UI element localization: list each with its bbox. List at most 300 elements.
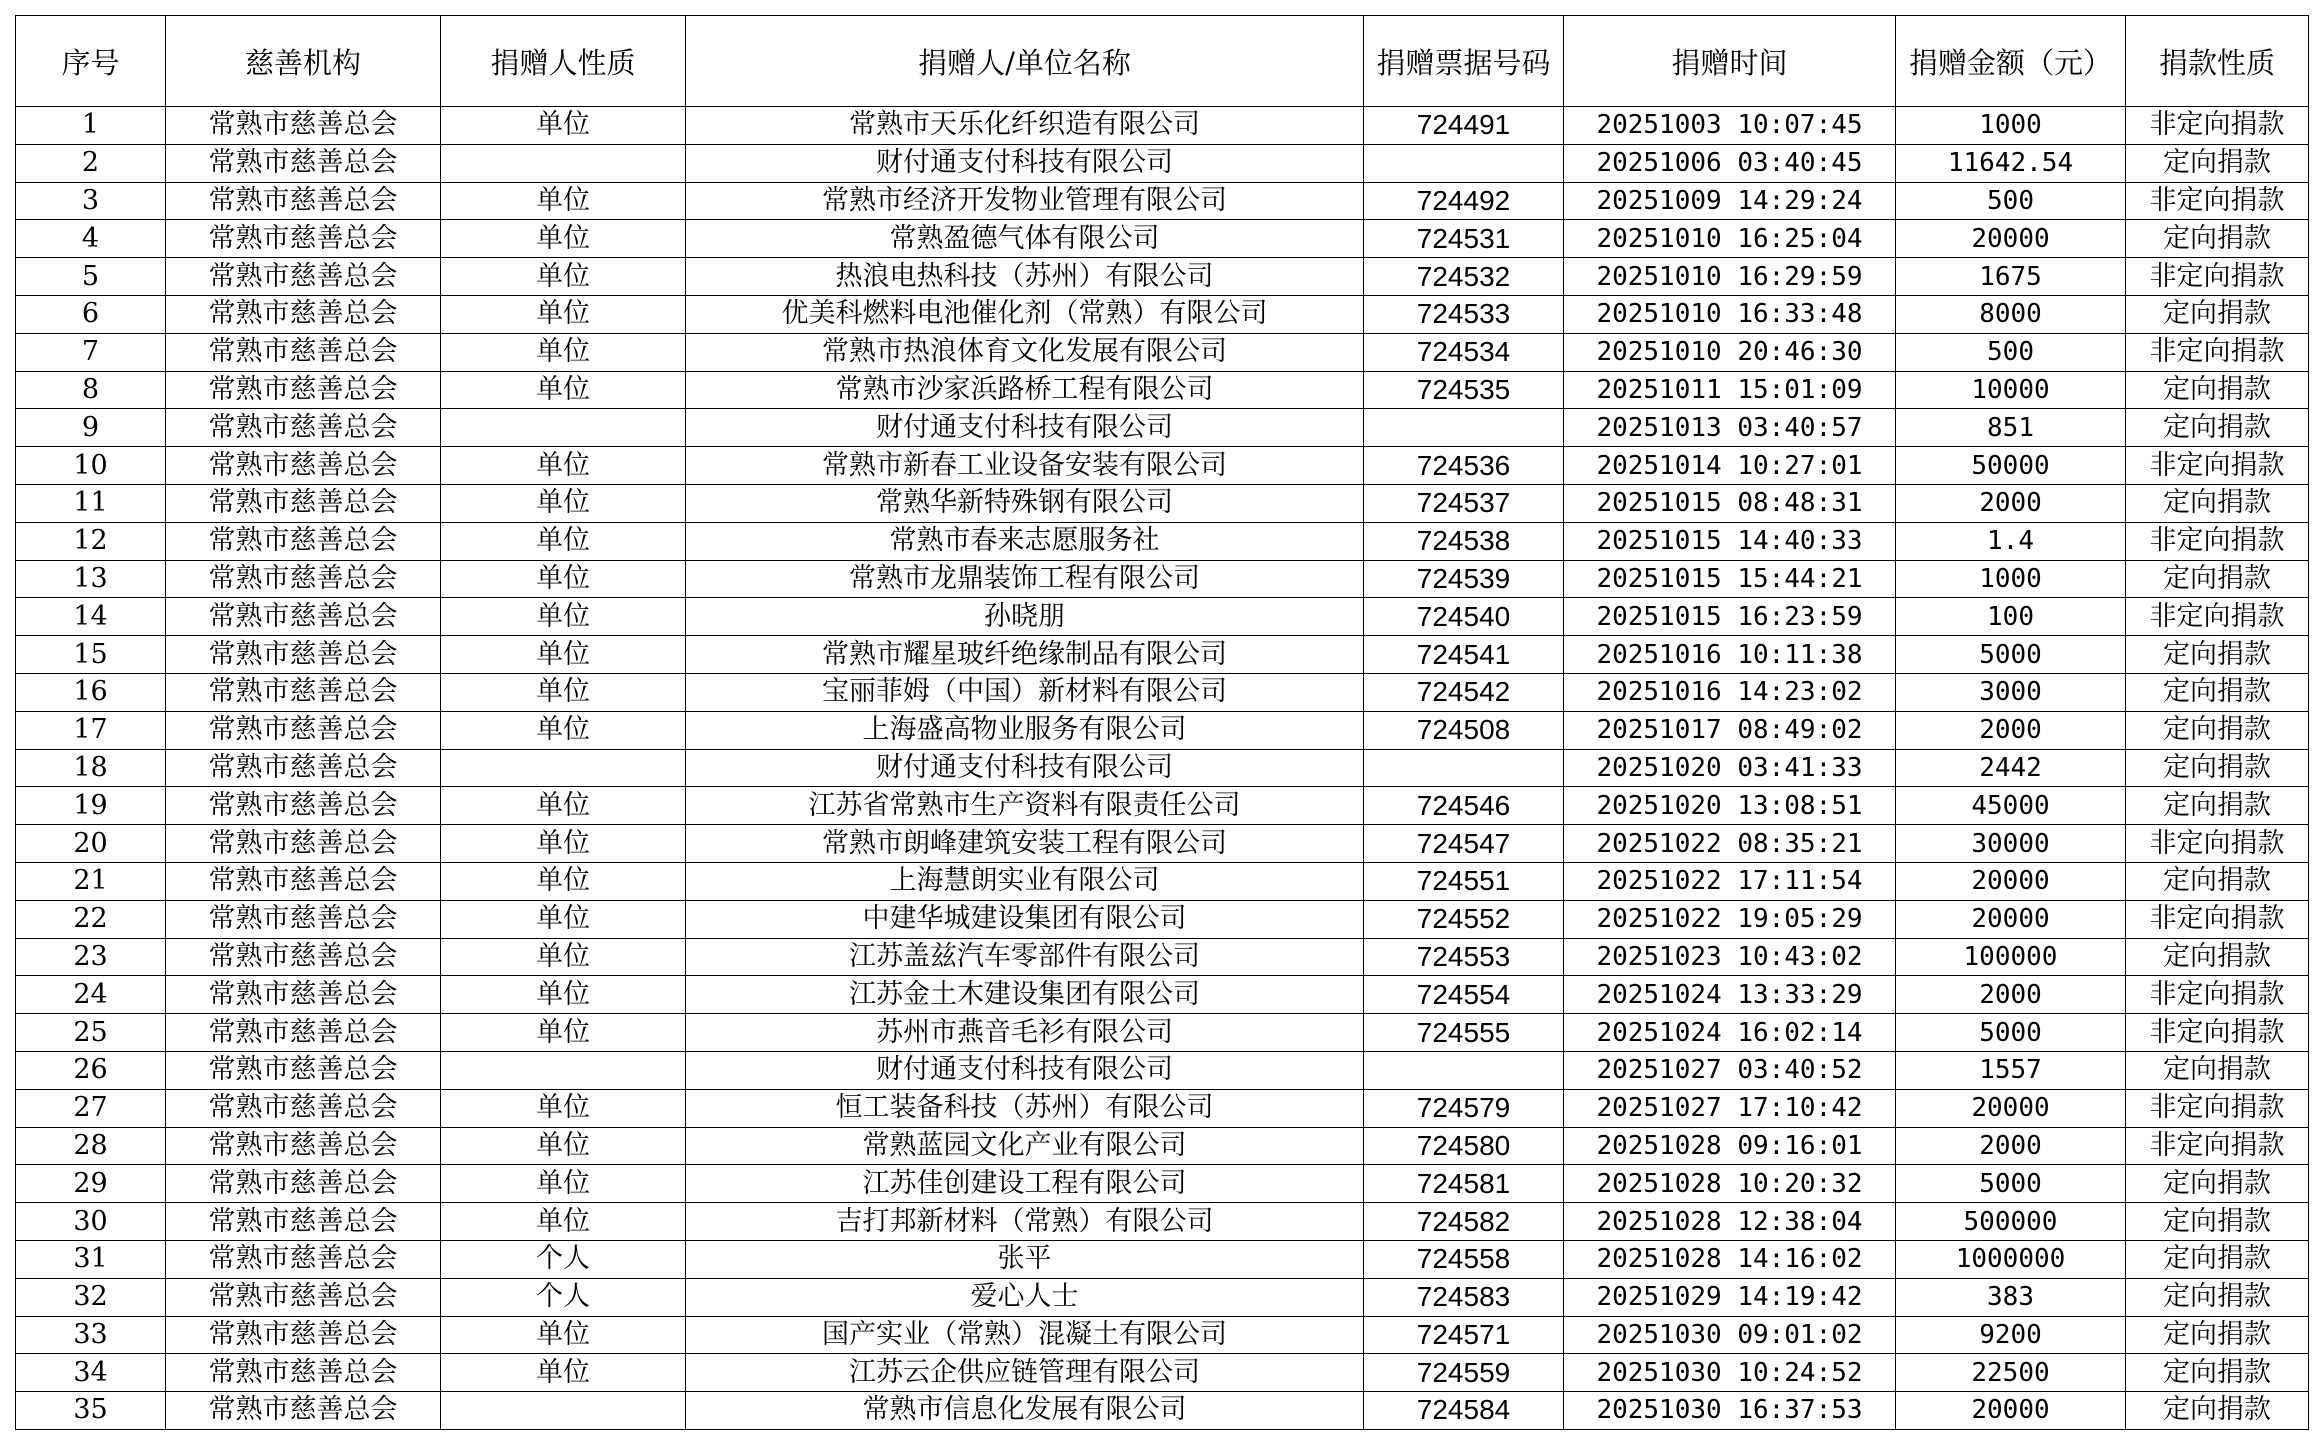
table-row — [16, 976, 2309, 1014]
cell-org: 常熟市慈善总会 — [166, 107, 441, 145]
cell-org: 常熟市慈善总会 — [166, 1240, 441, 1278]
table-row — [16, 1127, 2309, 1165]
cell-receipt-no: 724554 — [1364, 976, 1564, 1014]
cell-index: 27 — [16, 1089, 166, 1127]
cell-amount: 10000 — [1896, 371, 2126, 409]
cell-receipt-no: 724491 — [1364, 107, 1564, 145]
cell-receipt-no — [1364, 1051, 1564, 1089]
cell-index: 13 — [16, 560, 166, 598]
cell-donor-name: 江苏金土木建设集团有限公司 — [686, 976, 1364, 1014]
cell-amount: 2000 — [1896, 484, 2126, 522]
cell-donor-name: 财付通支付科技有限公司 — [686, 409, 1364, 447]
table-row — [16, 371, 2309, 409]
cell-amount: 3000 — [1896, 673, 2126, 711]
cell-time: 20251010 16:25:04 — [1564, 220, 1896, 258]
cell-nature: 定向捐款 — [2126, 144, 2309, 182]
cell-receipt-no: 724532 — [1364, 258, 1564, 296]
cell-donor-name: 中建华城建设集团有限公司 — [686, 900, 1364, 938]
header-receipt-no: 捐赠票据号码 — [1364, 16, 1564, 107]
cell-donor-name: 宝丽菲姆（中国）新材料有限公司 — [686, 673, 1364, 711]
cell-receipt-no: 724542 — [1364, 673, 1564, 711]
cell-org: 常熟市慈善总会 — [166, 1203, 441, 1241]
cell-time: 20251011 15:01:09 — [1564, 371, 1896, 409]
cell-org: 常熟市慈善总会 — [166, 182, 441, 220]
cell-amount: 30000 — [1896, 825, 2126, 863]
cell-donor-name: 财付通支付科技有限公司 — [686, 1051, 1364, 1089]
cell-nature: 定向捐款 — [2126, 938, 2309, 976]
cell-org: 常熟市慈善总会 — [166, 560, 441, 598]
cell-org: 常熟市慈善总会 — [166, 220, 441, 258]
header-row — [16, 16, 2309, 107]
cell-org: 常熟市慈善总会 — [166, 636, 441, 674]
cell-donor-type: 单位 — [441, 258, 686, 296]
cell-org: 常熟市慈善总会 — [166, 484, 441, 522]
cell-donor-type: 单位 — [441, 976, 686, 1014]
cell-donor-name: 常熟市耀星玻纤绝缘制品有限公司 — [686, 636, 1364, 674]
cell-time: 20251024 16:02:14 — [1564, 1014, 1896, 1052]
cell-donor-type — [441, 1392, 686, 1430]
cell-receipt-no: 724584 — [1364, 1392, 1564, 1430]
cell-time: 20251024 13:33:29 — [1564, 976, 1896, 1014]
cell-receipt-no: 724546 — [1364, 787, 1564, 825]
cell-index: 14 — [16, 598, 166, 636]
header-index: 序号 — [16, 16, 166, 107]
cell-amount: 1675 — [1896, 258, 2126, 296]
cell-org: 常熟市慈善总会 — [166, 1316, 441, 1354]
cell-amount: 20000 — [1896, 1392, 2126, 1430]
cell-index: 2 — [16, 144, 166, 182]
cell-donor-type: 单位 — [441, 938, 686, 976]
cell-receipt-no: 724534 — [1364, 333, 1564, 371]
cell-donor-name: 常熟市龙鼎装饰工程有限公司 — [686, 560, 1364, 598]
cell-nature: 定向捐款 — [2126, 1051, 2309, 1089]
cell-receipt-no: 724552 — [1364, 900, 1564, 938]
cell-amount: 9200 — [1896, 1316, 2126, 1354]
cell-index: 19 — [16, 787, 166, 825]
cell-time: 20251003 10:07:45 — [1564, 107, 1896, 145]
cell-index: 8 — [16, 371, 166, 409]
cell-donor-type: 单位 — [441, 484, 686, 522]
cell-nature: 非定向捐款 — [2126, 258, 2309, 296]
cell-time: 20251010 16:29:59 — [1564, 258, 1896, 296]
cell-donor-name: 热浪电热科技（苏州）有限公司 — [686, 258, 1364, 296]
cell-index: 1 — [16, 107, 166, 145]
cell-receipt-no: 724533 — [1364, 295, 1564, 333]
table-row — [16, 673, 2309, 711]
cell-org: 常熟市慈善总会 — [166, 522, 441, 560]
table-row — [16, 711, 2309, 749]
cell-donor-name: 常熟市新春工业设备安装有限公司 — [686, 447, 1364, 485]
table-row — [16, 749, 2309, 787]
cell-receipt-no: 724579 — [1364, 1089, 1564, 1127]
table-row — [16, 1089, 2309, 1127]
cell-index: 32 — [16, 1278, 166, 1316]
cell-amount: 2000 — [1896, 711, 2126, 749]
cell-org: 常熟市慈善总会 — [166, 900, 441, 938]
cell-amount: 2000 — [1896, 1127, 2126, 1165]
table-row — [16, 1165, 2309, 1203]
cell-time: 20251022 17:11:54 — [1564, 862, 1896, 900]
cell-time: 20251027 03:40:52 — [1564, 1051, 1896, 1089]
cell-index: 9 — [16, 409, 166, 447]
cell-amount: 500000 — [1896, 1203, 2126, 1241]
cell-time: 20251014 10:27:01 — [1564, 447, 1896, 485]
cell-org: 常熟市慈善总会 — [166, 1127, 441, 1165]
cell-nature: 定向捐款 — [2126, 1165, 2309, 1203]
cell-donor-type: 单位 — [441, 522, 686, 560]
cell-receipt-no: 724540 — [1364, 598, 1564, 636]
cell-org: 常熟市慈善总会 — [166, 1014, 441, 1052]
cell-time: 20251015 14:40:33 — [1564, 522, 1896, 560]
cell-donor-type: 单位 — [441, 1127, 686, 1165]
cell-amount: 20000 — [1896, 1089, 2126, 1127]
cell-amount: 500 — [1896, 333, 2126, 371]
cell-receipt-no — [1364, 749, 1564, 787]
cell-amount: 383 — [1896, 1278, 2126, 1316]
cell-time: 20251010 16:33:48 — [1564, 295, 1896, 333]
table-row — [16, 295, 2309, 333]
cell-index: 28 — [16, 1127, 166, 1165]
cell-org: 常熟市慈善总会 — [166, 447, 441, 485]
cell-nature: 定向捐款 — [2126, 636, 2309, 674]
cell-time: 20251028 09:16:01 — [1564, 1127, 1896, 1165]
cell-nature: 定向捐款 — [2126, 1392, 2309, 1430]
cell-donor-type: 单位 — [441, 1014, 686, 1052]
cell-org: 常熟市慈善总会 — [166, 787, 441, 825]
cell-amount: 2442 — [1896, 749, 2126, 787]
cell-org: 常熟市慈善总会 — [166, 862, 441, 900]
cell-time: 20251022 08:35:21 — [1564, 825, 1896, 863]
table-row — [16, 484, 2309, 522]
cell-nature: 定向捐款 — [2126, 1354, 2309, 1392]
cell-org: 常熟市慈善总会 — [166, 258, 441, 296]
cell-nature: 非定向捐款 — [2126, 522, 2309, 560]
cell-donor-type: 单位 — [441, 107, 686, 145]
cell-amount: 100000 — [1896, 938, 2126, 976]
cell-donor-name: 常熟市朗峰建筑安装工程有限公司 — [686, 825, 1364, 863]
header-nature: 捐款性质 — [2126, 16, 2309, 107]
table-row — [16, 1051, 2309, 1089]
cell-nature: 定向捐款 — [2126, 295, 2309, 333]
cell-donor-type: 单位 — [441, 182, 686, 220]
cell-donor-type: 单位 — [441, 1316, 686, 1354]
cell-index: 15 — [16, 636, 166, 674]
cell-time: 20251015 08:48:31 — [1564, 484, 1896, 522]
cell-nature: 定向捐款 — [2126, 673, 2309, 711]
cell-donor-name: 吉打邦新材料（常熟）有限公司 — [686, 1203, 1364, 1241]
cell-donor-name: 常熟华新特殊钢有限公司 — [686, 484, 1364, 522]
cell-receipt-no: 724536 — [1364, 447, 1564, 485]
cell-donor-type: 单位 — [441, 711, 686, 749]
cell-amount: 11642.54 — [1896, 144, 2126, 182]
cell-donor-name: 财付通支付科技有限公司 — [686, 144, 1364, 182]
cell-receipt-no: 724537 — [1364, 484, 1564, 522]
cell-nature: 非定向捐款 — [2126, 1089, 2309, 1127]
cell-donor-name: 江苏云企供应链管理有限公司 — [686, 1354, 1364, 1392]
cell-time: 20251027 17:10:42 — [1564, 1089, 1896, 1127]
cell-donor-name: 苏州市燕音毛衫有限公司 — [686, 1014, 1364, 1052]
cell-amount: 8000 — [1896, 295, 2126, 333]
cell-org: 常熟市慈善总会 — [166, 371, 441, 409]
cell-time: 20251029 14:19:42 — [1564, 1278, 1896, 1316]
cell-receipt-no — [1364, 409, 1564, 447]
cell-nature: 定向捐款 — [2126, 220, 2309, 258]
table-row — [16, 144, 2309, 182]
table-row — [16, 522, 2309, 560]
cell-time: 20251016 14:23:02 — [1564, 673, 1896, 711]
table-row — [16, 409, 2309, 447]
cell-index: 30 — [16, 1203, 166, 1241]
cell-donor-type: 单位 — [441, 447, 686, 485]
cell-amount: 20000 — [1896, 900, 2126, 938]
cell-index: 26 — [16, 1051, 166, 1089]
cell-index: 33 — [16, 1316, 166, 1354]
cell-amount: 5000 — [1896, 1165, 2126, 1203]
cell-index: 20 — [16, 825, 166, 863]
cell-nature: 非定向捐款 — [2126, 1014, 2309, 1052]
cell-donor-name: 国产实业（常熟）混凝土有限公司 — [686, 1316, 1364, 1354]
table-row — [16, 862, 2309, 900]
cell-time: 20251006 03:40:45 — [1564, 144, 1896, 182]
cell-donor-type: 单位 — [441, 1354, 686, 1392]
cell-time: 20251009 14:29:24 — [1564, 182, 1896, 220]
cell-nature: 非定向捐款 — [2126, 1127, 2309, 1165]
cell-receipt-no: 724492 — [1364, 182, 1564, 220]
cell-donor-name: 常熟盈德气体有限公司 — [686, 220, 1364, 258]
cell-org: 常熟市慈善总会 — [166, 1089, 441, 1127]
cell-time: 20251020 03:41:33 — [1564, 749, 1896, 787]
header-time: 捐赠时间 — [1564, 16, 1896, 107]
cell-nature: 定向捐款 — [2126, 1203, 2309, 1241]
table-row — [16, 1240, 2309, 1278]
cell-amount: 851 — [1896, 409, 2126, 447]
header-org: 慈善机构 — [166, 16, 441, 107]
cell-org: 常熟市慈善总会 — [166, 1051, 441, 1089]
cell-nature: 定向捐款 — [2126, 371, 2309, 409]
table-row — [16, 1203, 2309, 1241]
cell-nature: 定向捐款 — [2126, 1240, 2309, 1278]
cell-receipt-no: 724535 — [1364, 371, 1564, 409]
cell-donor-type — [441, 1051, 686, 1089]
cell-donor-type: 单位 — [441, 673, 686, 711]
cell-donor-name: 常熟市沙家浜路桥工程有限公司 — [686, 371, 1364, 409]
cell-index: 35 — [16, 1392, 166, 1430]
cell-nature: 定向捐款 — [2126, 1316, 2309, 1354]
cell-donor-type — [441, 144, 686, 182]
cell-amount: 20000 — [1896, 220, 2126, 258]
cell-org: 常熟市慈善总会 — [166, 976, 441, 1014]
cell-donor-name: 爱心人士 — [686, 1278, 1364, 1316]
cell-nature: 定向捐款 — [2126, 749, 2309, 787]
cell-amount: 50000 — [1896, 447, 2126, 485]
cell-amount: 1.4 — [1896, 522, 2126, 560]
cell-time: 20251016 10:11:38 — [1564, 636, 1896, 674]
cell-donor-type: 单位 — [441, 1203, 686, 1241]
cell-nature: 定向捐款 — [2126, 484, 2309, 522]
cell-nature: 非定向捐款 — [2126, 182, 2309, 220]
cell-donor-type: 个人 — [441, 1240, 686, 1278]
cell-org: 常熟市慈善总会 — [166, 938, 441, 976]
table-row — [16, 258, 2309, 296]
cell-time: 20251013 03:40:57 — [1564, 409, 1896, 447]
cell-index: 34 — [16, 1354, 166, 1392]
cell-nature: 定向捐款 — [2126, 560, 2309, 598]
cell-org: 常熟市慈善总会 — [166, 673, 441, 711]
cell-org: 常熟市慈善总会 — [166, 1165, 441, 1203]
cell-amount: 1557 — [1896, 1051, 2126, 1089]
cell-donor-name: 常熟蓝园文化产业有限公司 — [686, 1127, 1364, 1165]
cell-donor-name: 常熟市天乐化纤织造有限公司 — [686, 107, 1364, 145]
cell-donor-type: 单位 — [441, 333, 686, 371]
table-row — [16, 825, 2309, 863]
cell-org: 常熟市慈善总会 — [166, 1354, 441, 1392]
cell-donor-type — [441, 409, 686, 447]
cell-index: 10 — [16, 447, 166, 485]
cell-time: 20251015 15:44:21 — [1564, 560, 1896, 598]
cell-time: 20251030 09:01:02 — [1564, 1316, 1896, 1354]
cell-donor-name: 江苏省常熟市生产资料有限责任公司 — [686, 787, 1364, 825]
cell-index: 31 — [16, 1240, 166, 1278]
cell-index: 24 — [16, 976, 166, 1014]
cell-nature: 定向捐款 — [2126, 862, 2309, 900]
cell-donor-name: 孙晓朋 — [686, 598, 1364, 636]
cell-index: 12 — [16, 522, 166, 560]
cell-donor-name: 常熟市春来志愿服务社 — [686, 522, 1364, 560]
cell-org: 常熟市慈善总会 — [166, 409, 441, 447]
cell-amount: 500 — [1896, 182, 2126, 220]
table-row — [16, 333, 2309, 371]
cell-donor-type: 单位 — [441, 825, 686, 863]
cell-donor-name: 财付通支付科技有限公司 — [686, 749, 1364, 787]
cell-donor-name: 常熟市信息化发展有限公司 — [686, 1392, 1364, 1430]
cell-receipt-no: 724531 — [1364, 220, 1564, 258]
table-row — [16, 598, 2309, 636]
cell-time: 20251015 16:23:59 — [1564, 598, 1896, 636]
cell-time: 20251028 14:16:02 — [1564, 1240, 1896, 1278]
cell-receipt-no — [1364, 144, 1564, 182]
cell-donor-type: 单位 — [441, 220, 686, 258]
cell-donor-type: 单位 — [441, 636, 686, 674]
cell-receipt-no: 724581 — [1364, 1165, 1564, 1203]
cell-nature: 非定向捐款 — [2126, 447, 2309, 485]
cell-time: 20251023 10:43:02 — [1564, 938, 1896, 976]
cell-time: 20251020 13:08:51 — [1564, 787, 1896, 825]
cell-donor-type: 单位 — [441, 295, 686, 333]
cell-receipt-no: 724538 — [1364, 522, 1564, 560]
cell-receipt-no: 724539 — [1364, 560, 1564, 598]
cell-index: 7 — [16, 333, 166, 371]
cell-org: 常熟市慈善总会 — [166, 295, 441, 333]
cell-amount: 100 — [1896, 598, 2126, 636]
cell-amount: 1000 — [1896, 107, 2126, 145]
cell-amount: 5000 — [1896, 636, 2126, 674]
table-row — [16, 900, 2309, 938]
cell-org: 常熟市慈善总会 — [166, 333, 441, 371]
cell-donor-name: 上海盛高物业服务有限公司 — [686, 711, 1364, 749]
cell-amount: 5000 — [1896, 1014, 2126, 1052]
cell-donor-type: 单位 — [441, 1165, 686, 1203]
cell-org: 常熟市慈善总会 — [166, 598, 441, 636]
cell-nature: 定向捐款 — [2126, 787, 2309, 825]
table-row — [16, 1278, 2309, 1316]
cell-receipt-no: 724571 — [1364, 1316, 1564, 1354]
cell-receipt-no: 724541 — [1364, 636, 1564, 674]
cell-donor-name: 江苏佳创建设工程有限公司 — [686, 1165, 1364, 1203]
table-row — [16, 1392, 2309, 1430]
cell-amount: 1000000 — [1896, 1240, 2126, 1278]
cell-receipt-no: 724558 — [1364, 1240, 1564, 1278]
cell-index: 23 — [16, 938, 166, 976]
cell-org: 常熟市慈善总会 — [166, 711, 441, 749]
cell-amount: 22500 — [1896, 1354, 2126, 1392]
cell-time: 20251028 10:20:32 — [1564, 1165, 1896, 1203]
cell-donor-name: 恒工装备科技（苏州）有限公司 — [686, 1089, 1364, 1127]
cell-nature: 非定向捐款 — [2126, 107, 2309, 145]
cell-donor-name: 张平 — [686, 1240, 1364, 1278]
donation-table — [15, 15, 2309, 1430]
cell-org: 常熟市慈善总会 — [166, 1278, 441, 1316]
cell-time: 20251028 12:38:04 — [1564, 1203, 1896, 1241]
table-header — [16, 16, 2309, 107]
table-row — [16, 1354, 2309, 1392]
cell-donor-type: 单位 — [441, 862, 686, 900]
cell-index: 6 — [16, 295, 166, 333]
cell-index: 5 — [16, 258, 166, 296]
table-row — [16, 938, 2309, 976]
cell-time: 20251022 19:05:29 — [1564, 900, 1896, 938]
cell-nature: 非定向捐款 — [2126, 900, 2309, 938]
cell-donor-type: 单位 — [441, 900, 686, 938]
cell-index: 29 — [16, 1165, 166, 1203]
cell-index: 22 — [16, 900, 166, 938]
cell-nature: 定向捐款 — [2126, 1278, 2309, 1316]
cell-org: 常熟市慈善总会 — [166, 1392, 441, 1430]
cell-org: 常熟市慈善总会 — [166, 825, 441, 863]
cell-receipt-no: 724580 — [1364, 1127, 1564, 1165]
cell-index: 3 — [16, 182, 166, 220]
cell-index: 18 — [16, 749, 166, 787]
cell-org: 常熟市慈善总会 — [166, 749, 441, 787]
cell-donor-name: 常熟市经济开发物业管理有限公司 — [686, 182, 1364, 220]
header-donor-name: 捐赠人/单位名称 — [686, 16, 1364, 107]
cell-receipt-no: 724583 — [1364, 1278, 1564, 1316]
header-donor-type: 捐赠人性质 — [441, 16, 686, 107]
cell-nature: 非定向捐款 — [2126, 976, 2309, 1014]
cell-time: 20251030 16:37:53 — [1564, 1392, 1896, 1430]
cell-receipt-no: 724559 — [1364, 1354, 1564, 1392]
cell-index: 11 — [16, 484, 166, 522]
cell-time: 20251017 08:49:02 — [1564, 711, 1896, 749]
table-row — [16, 1014, 2309, 1052]
cell-receipt-no: 724508 — [1364, 711, 1564, 749]
cell-index: 17 — [16, 711, 166, 749]
cell-donor-type: 单位 — [441, 371, 686, 409]
cell-donor-name: 常熟市热浪体育文化发展有限公司 — [686, 333, 1364, 371]
cell-amount: 45000 — [1896, 787, 2126, 825]
cell-donor-type — [441, 749, 686, 787]
cell-amount: 1000 — [1896, 560, 2126, 598]
cell-donor-type: 个人 — [441, 1278, 686, 1316]
cell-receipt-no: 724551 — [1364, 862, 1564, 900]
cell-nature: 定向捐款 — [2126, 711, 2309, 749]
cell-donor-type: 单位 — [441, 1089, 686, 1127]
cell-donor-name: 上海慧朗实业有限公司 — [686, 862, 1364, 900]
table-row — [16, 447, 2309, 485]
cell-nature: 非定向捐款 — [2126, 825, 2309, 863]
cell-donor-type: 单位 — [441, 787, 686, 825]
table-body — [16, 107, 2309, 1430]
cell-nature: 非定向捐款 — [2126, 598, 2309, 636]
